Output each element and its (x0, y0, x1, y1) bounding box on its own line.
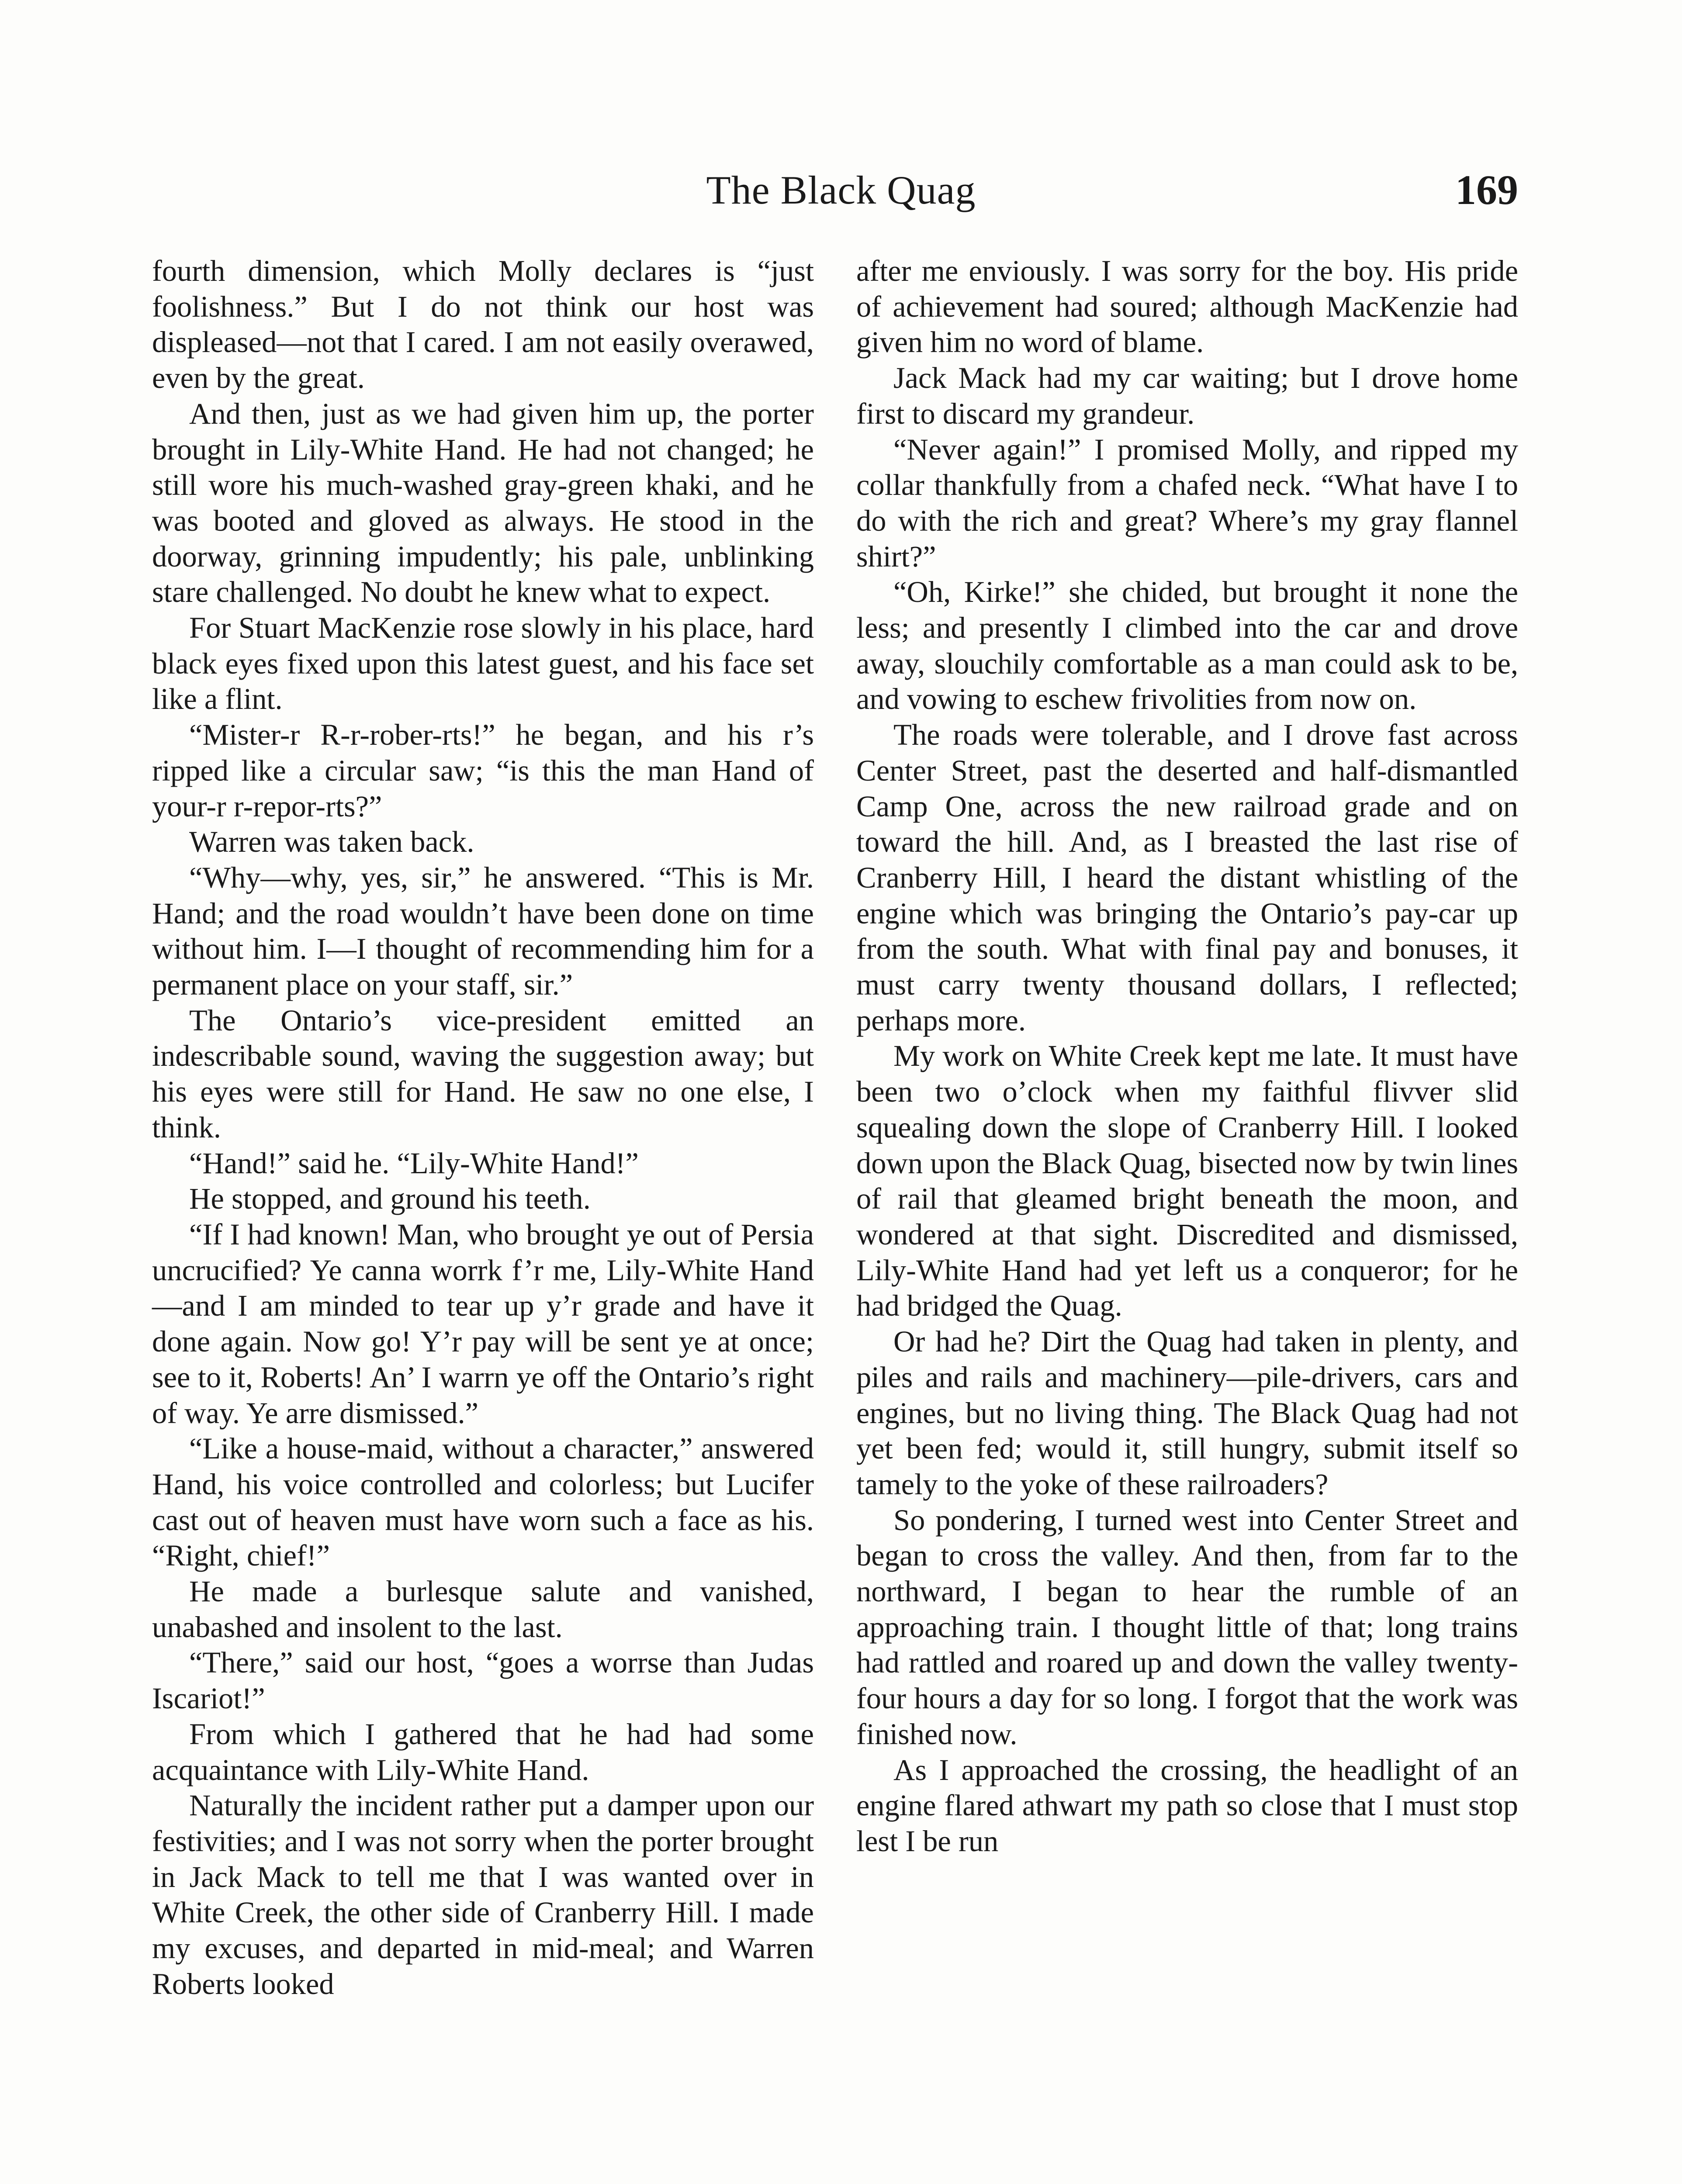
paragraph: fourth dimension, which Molly declares is “just foolishness.” But I do not think our host was displeased—not that I cared. I am not easily overawed, even by the great. (152, 254, 814, 395)
paragraph: From which I gathered that he had had some acquaintance with Lily-White Hand. (152, 1717, 814, 1787)
paragraph: “Oh, Kirke!” she chided, but brought it none the less; and presently I climbed into the car and drove away, slouchily comfortable as a man could ask to be, and vowing to eschew frivolities from now on. (856, 575, 1518, 716)
left-column (152, 253, 814, 2002)
paragraph: The roads were tolerable, and I drove fast across Center Street, past the deserted and half-dismantled Camp One, across the new railroad grade and on toward the hill. And, as I breasted the last rise of Cranberry Hill, I heard the distant whistling of the engine which was bringing the Ontario’s pay-car up from the south. What with final pay and bonuses, it must carry twenty thousand dollars, I reflected; perhaps more. (856, 718, 1518, 1037)
paragraph: The Ontario’s vice-president emitted an indescribable sound, waving the suggestion away; but his eyes were still for Hand. He saw no one else, I think. (152, 1003, 814, 1144)
paragraph: “Why—why, yes, sir,” he answered. “This is Mr. Hand; and the road wouldn’t have been done on time without him. I—I thought of recommending him for a permanent place on your staff, sir.” (152, 860, 814, 1002)
paragraph: after me enviously. I was sorry for the boy. His pride of achievement had soured; although MacKenzie had given him no word of blame. (856, 254, 1518, 359)
right-column (856, 253, 1518, 1859)
paragraph: He stopped, and ground his teeth. (189, 1182, 591, 1216)
paragraph: “Hand!” said he. “Lily-White Hand!” (189, 1146, 639, 1180)
running-title: The Black Quag (706, 168, 976, 212)
running-head (0, 157, 1682, 223)
paragraph: So pondering, I turned west into Center Street and began to cross the valley. And then, from far to the northward, I began to hear the rumble of an approaching train. I thought little of that; long trains had rattled and roared up and down the valley twenty-four hours a day for so long. I forgot that the work was finished now. (856, 1503, 1518, 1751)
paragraph: Naturally the incident rather put a damper upon our festivities; and I was not sorry when the porter brought in Jack Mack to tell me that I was wanted over in White Creek, the other side of Cranberry Hill. I made my excuses, and departed in mid-meal; and Warren Roberts looked (152, 1789, 814, 2001)
paragraph: “Never again!” I promised Molly, and ripped my collar thankfully from a chafed neck. “What have I to do with the rich and great? Where’s my gray flannel shirt?” (856, 432, 1518, 573)
page-number: 169 (1455, 166, 1518, 213)
paragraph: “Like a house-maid, without a character,” answered Hand, his voice controlled and colorless; but Lucifer cast out of heaven must have worn such a face as his. “Right, chief!” (152, 1432, 814, 1572)
paragraph: He made a burlesque salute and vanished, unabashed and insolent to the last. (152, 1575, 814, 1644)
paragraph: As I approached the crossing, the headlight of an engine flared athwart my path so close that I must stop lest I be run (856, 1753, 1518, 1858)
paragraph: Jack Mack had my car waiting; but I drove home first to discard my grandeur. (856, 361, 1518, 430)
paragraph: “Mister-r R-r-rober-rts!” he began, and his r’s ripped like a circular saw; “is this the man Hand of your-r r-repor-rts?” (152, 718, 814, 823)
paragraph: For Stuart MacKenzie rose slowly in his place, hard black eyes fixed upon this latest guest, and his face set like a flint. (152, 611, 814, 716)
paragraph: “If I had known! Man, who brought ye out of Persia uncrucified? Ye canna worrk f’r me, Lily-White Hand—and I am minded to tear up y’r grade and have it done again. Now go! Y’r pay will be sent ye at once; see to it, Roberts! An’ I warrn ye off the Ontario’s right of way. Ye arre dismissed.” (152, 1217, 814, 1430)
paragraph: My work on White Creek kept me late. It must have been two o’clock when my faithful flivver slid squealing down the slope of Cranberry Hill. I looked down upon the Black Quag, bisected now by twin lines of rail that gleamed bright beneath the moon, and wondered at that sight. Discredited and dismissed, Lily-White Hand had yet left us a conqueror; for he had bridged the Quag. (856, 1039, 1518, 1323)
paragraph: And then, just as we had given him up, the porter brought in Lily-White Hand. He had not changed; he still wore his much-washed gray-green khaki, and he was booted and gloved as always. He stood in the doorway, grinning impudently; his pale, unblinking stare challenged. No doubt he knew what to expect. (152, 397, 814, 609)
paragraph: “There,” said our host, “goes a worrse than Judas Iscariot!” (152, 1646, 814, 1715)
paragraph: Or had he? Dirt the Quag had taken in plenty, and piles and rails and machinery—pile-drivers, cars and engines, but no living thing. The Black Quag had not yet been fed; would it, still hungry, submit itself so tamely to the yoke of these railroaders? (856, 1325, 1518, 1501)
paragraph: Warren was taken back. (189, 825, 474, 859)
